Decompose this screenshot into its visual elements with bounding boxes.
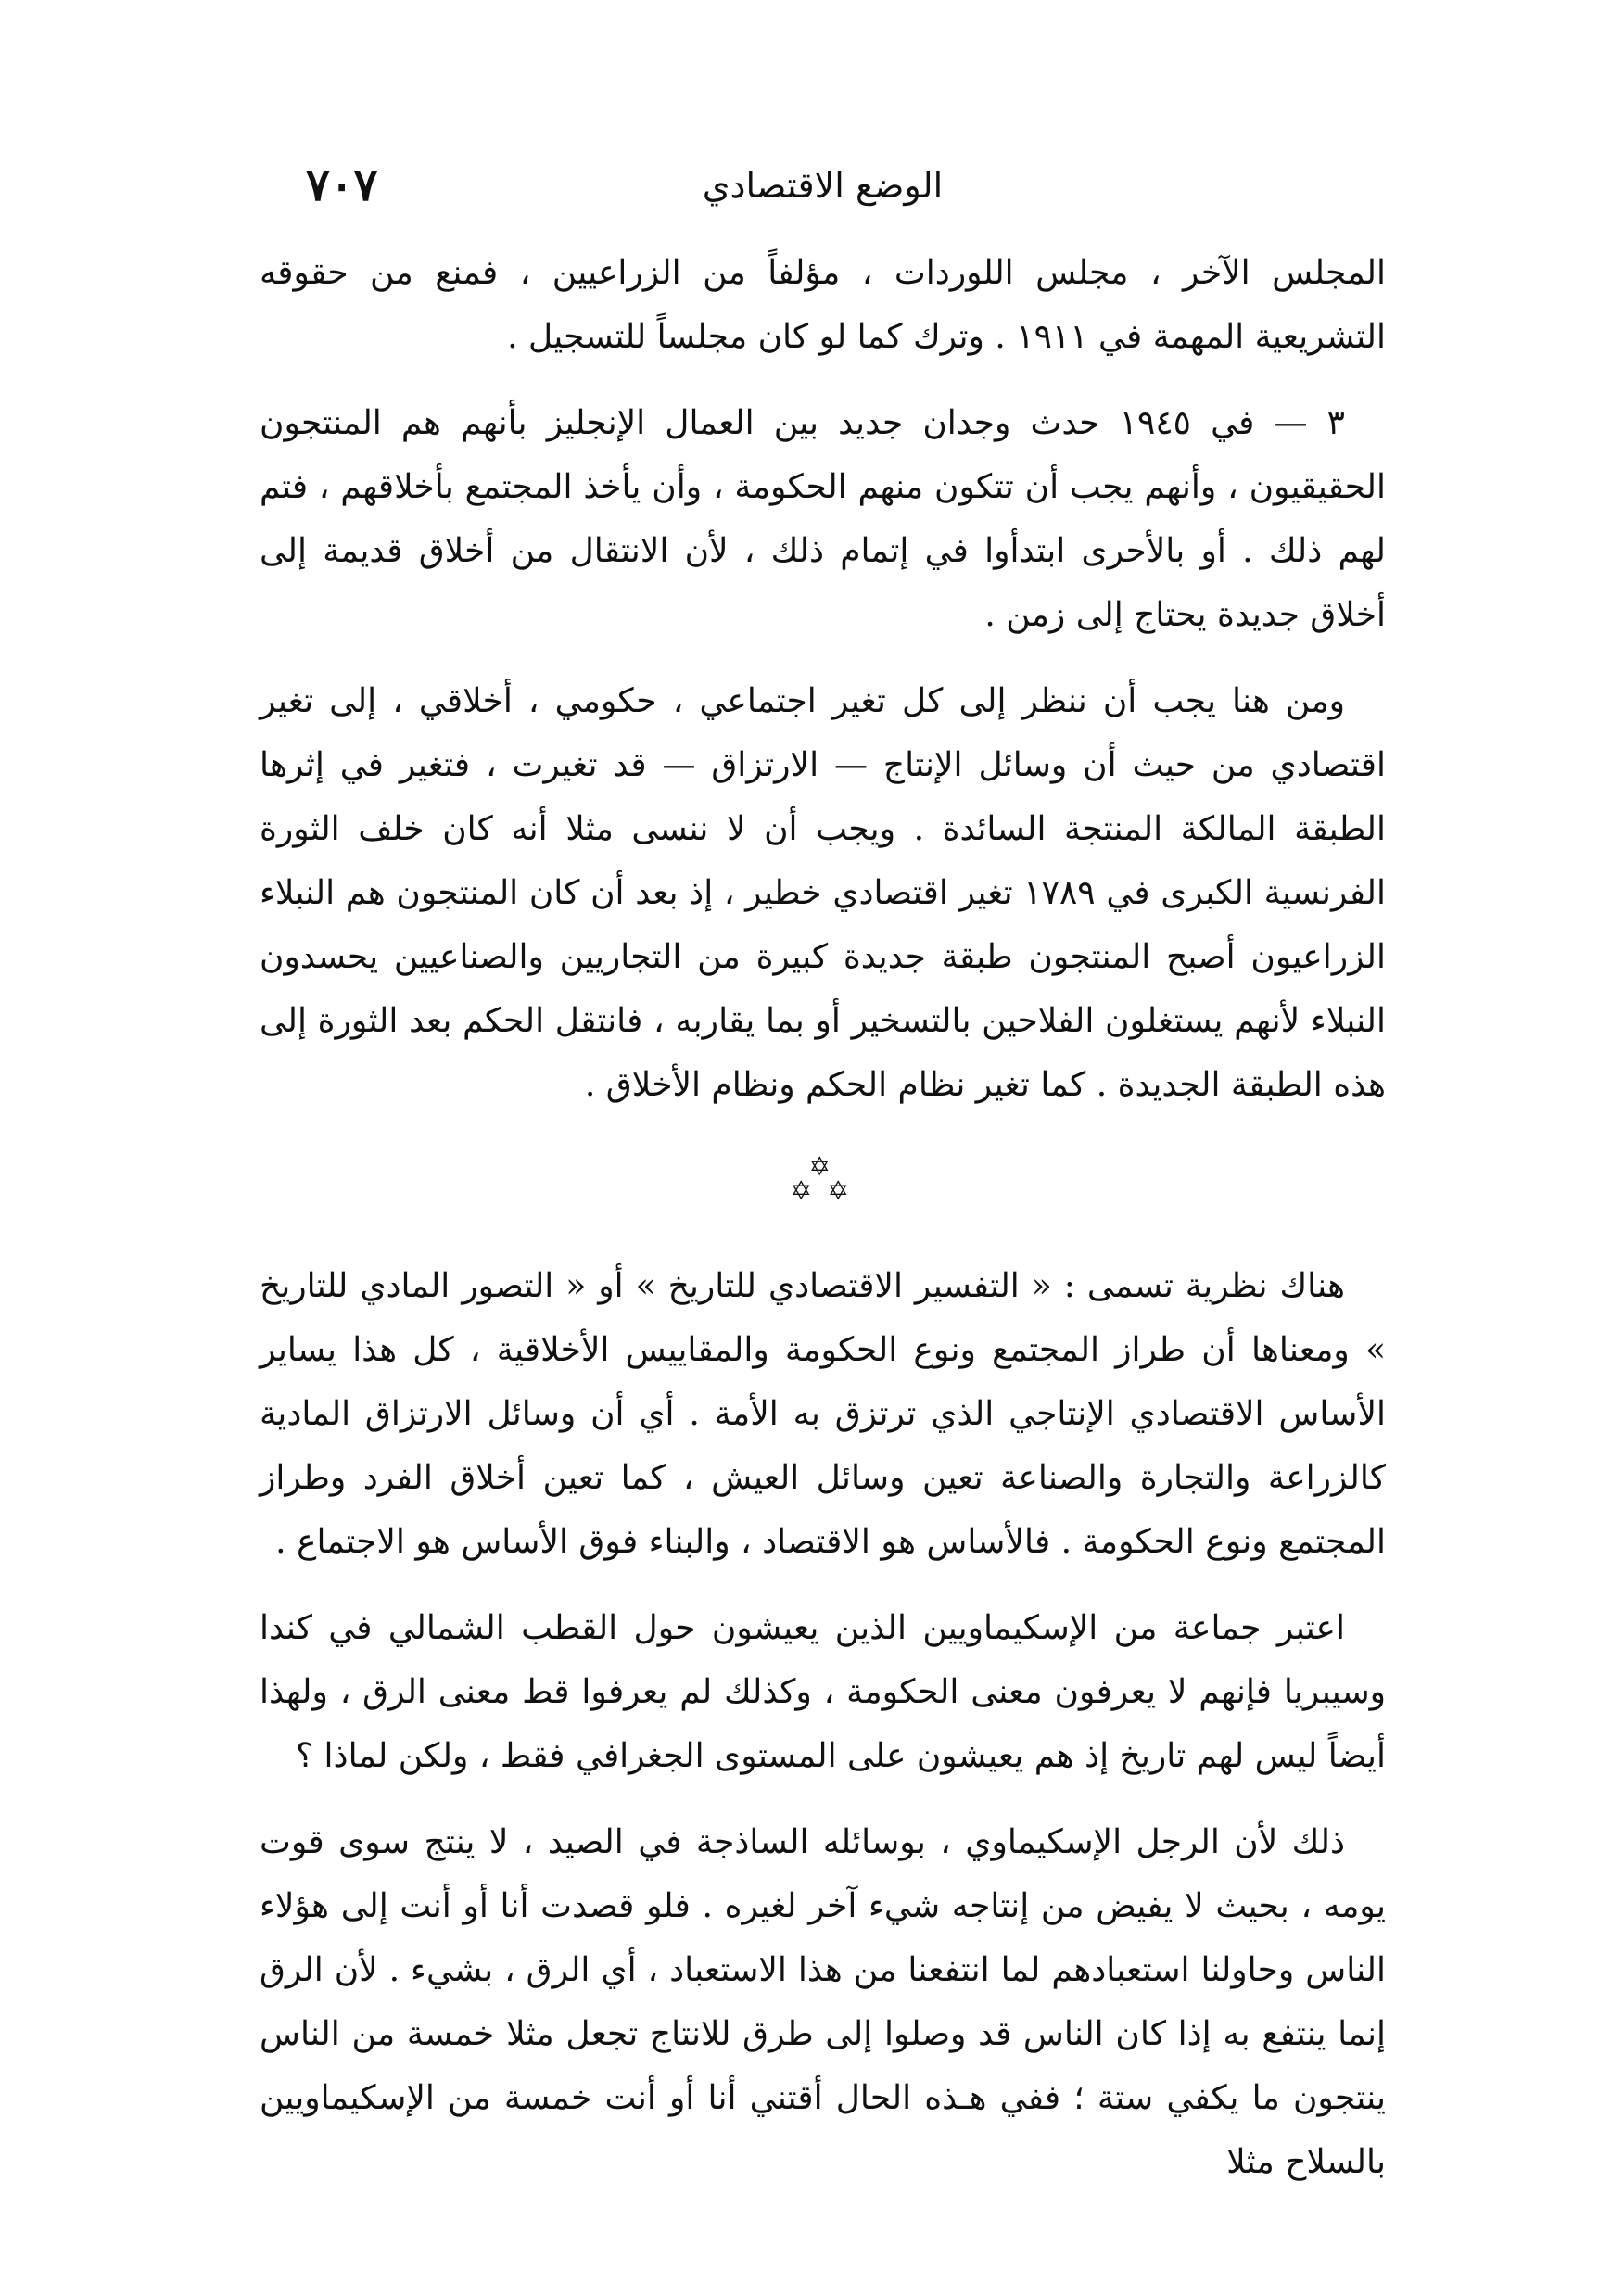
book-page (260, 139, 1386, 2225)
running-title: الوضع الاقتصادي (702, 165, 944, 206)
paragraph-slavery: ذلك لأن الرجل الإسكيماوي ، بوسائله الساذجة في الصيد ، لا ينتج سوى قوت يومه ، بحيث لا يفيض من إنتاجه شيء آخر لغيره . فلو قصدت أنا أو أنت إلى هؤلاء الناس وحاولنا استعبادهم لما انتفعنا من هذا الاستعباد ، أي الرق ، بشيء . لأن الرق إنما ينتفع به إذا كان الناس قد وصلوا إلى طرق للانتاج تجعل مثلا خمسة من الناس ينتجون ما يكفي ستة ؛ ففي هـذه الحال أقتني أنا أو أنت خمسة من الإسكيماويين بالسلاح مثلا (260, 1823, 1387, 2181)
star-icon: ✡ (808, 1151, 831, 1182)
paragraph-eskimos: اعتبر جماعة من الإسكيماويين الذين يعيشون حول القطب الشمالي في كندا وسيبريا فإنهم لا يعرفون معنى الحكومة ، وكذلك لم يعرفوا قط معنى الرق ، ولهذا أيضاً ليس لهم تاريخ إذ هم يعيشون على المستوى الجغرافي فقط ، ولكن لماذا ؟ (260, 1609, 1386, 1775)
paragraph-theory: هناك نظرية تسمى : « التفسير الاقتصادي للتاريخ » أو « التصور المادي للتاريخ » ومعناها أن طراز المجتمع ونوع الحكومة والمقاييس الأخلاقية ، كل هذا يساير الأساس الاقتصادي الإنتاجي الذي ترتزق به الأمة . أي أن وسائل الارتزاق المادية كالزراعة والتجارة والصناعة تعين وسائل العيش ، كما تعين أخلاق الفرد وطراز المجتمع ونوع الحكومة . فالأساس هو الاقتصاد ، والبناء فوق الأساس هو الاجتماع . (260, 1267, 1386, 1561)
section-separator (260, 1151, 1386, 1210)
paragraph-economic-change: ومن هنا يجب أن ننظر إلى كل تغير اجتماعي ، حكومي ، أخلاقي ، إلى تغير اقتصادي من حيث أن وسائل الإنتاج — الارتزاق — قد تغيرت ، فتغير في إثرها الطبقة المالكة المنتجة السائدة . ويجب أن لا ننسى مثلا أنه كان خلف الثورة الفرنسية الكبرى في ١٧٨٩ تغير اقتصادي خطير ، إذ بعد أن كان المنتجون هم النبلاء الزراعيون أصبح المنتجون طبقة جديدة كبيرة من التجاريين والصناعيين يحسدون النبلاء لأنهم يستغلون الفلاحين بالتسخير أو بما يقاربه ، فانتقل الحكم بعد الثورة إلى هذه الطبقة الجديدة . كما تغير نظام الحكم ونظام الأخلاق . (260, 682, 1386, 1104)
page-number: ٧٠٧ (306, 159, 378, 211)
paragraph-point-three: ٣ — في ١٩٤٥ حدث وجدان جديد بين العمال الإنجليز بأنهم هم المنتجون الحقيقيون ، وأنهم يجب أن تتكون منهم الحكومة ، وأن يأخذ المجتمع بأخلاقهم ، فتم لهم ذلك . أو بالأحرى ابتدأوا في إتمام ذلك ، لأن الانتقال من أخلاق قديمة إلى أخلاق جديدة يحتاج إلى زمن . (260, 404, 1386, 634)
running-header (260, 139, 1386, 222)
paragraph-continued: المجلس الآخر ، مجلس اللوردات ، مؤلفاً من الزراعيين ، فمنع من حقوقه التشريعية المهمة في ١٩١١ . وترك كما لو كان مجلساً للتسجيل . (260, 254, 1386, 356)
star-icon: ✡ (827, 1175, 849, 1206)
star-ornament-icon (790, 1151, 856, 1210)
star-icon: ✡ (790, 1175, 812, 1206)
